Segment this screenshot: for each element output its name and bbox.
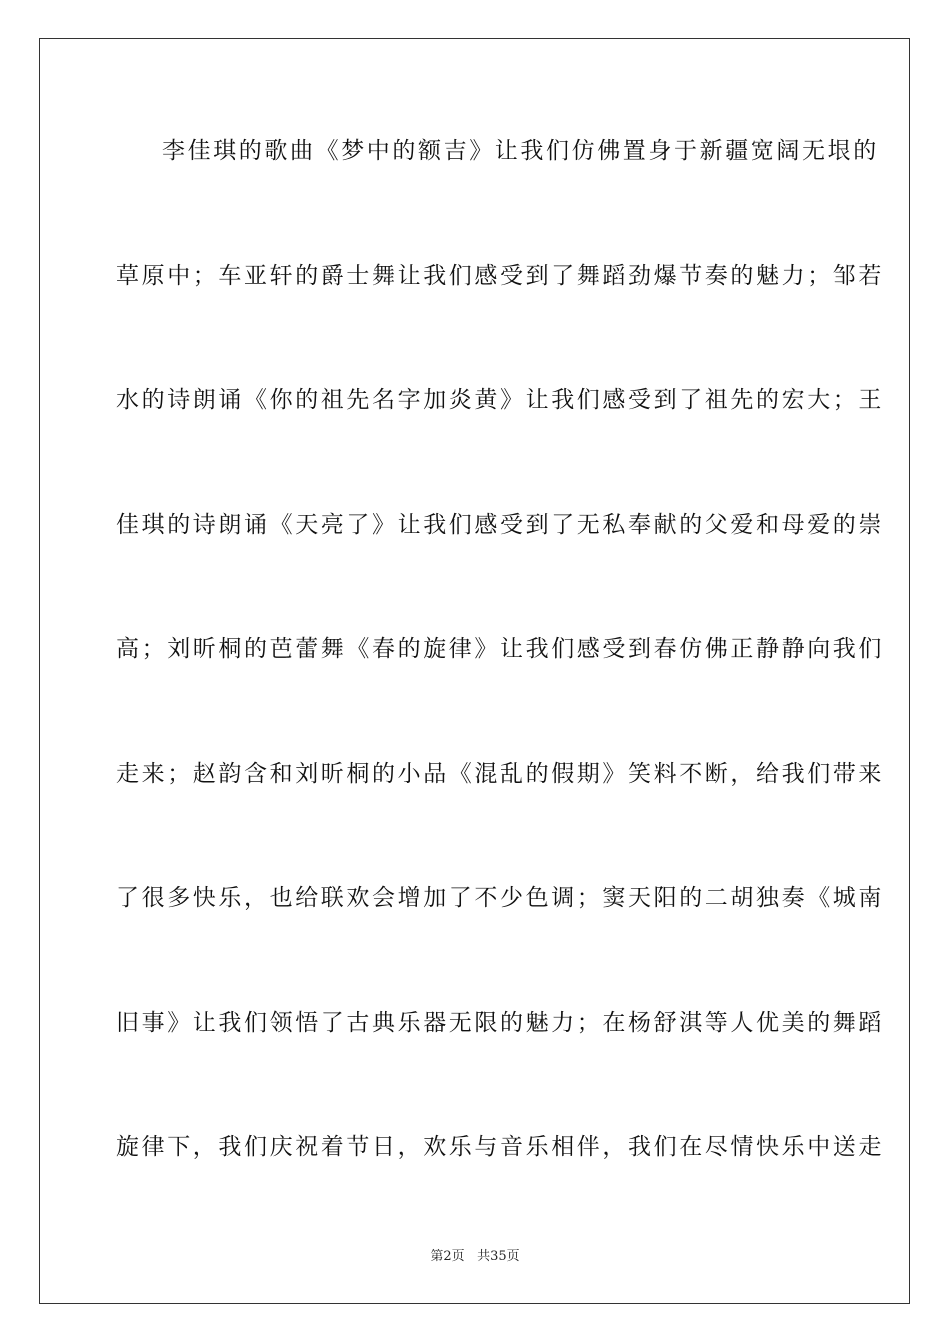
body-line-2: 草原中；车亚轩的爵士舞让我们感受到了舞蹈劲爆节奏的魅力；邹若 bbox=[116, 263, 884, 289]
body-line-7: 了很多快乐，也给联欢会增加了不少色调；窦天阳的二胡独奏《城南 bbox=[116, 885, 884, 911]
body-line-5: 高；刘昕桐的芭蕾舞《春的旋律》让我们感受到春仿佛正静静向我们 bbox=[116, 636, 884, 662]
page-total: 共35页 bbox=[477, 1249, 520, 1264]
body-line-9: 旋律下，我们庆祝着节日，欢乐与音乐相伴，我们在尽情快乐中送走 bbox=[116, 1134, 884, 1160]
page-border bbox=[39, 38, 910, 1304]
body-line-3: 水的诗朗诵《你的祖先名字加炎黄》让我们感受到了祖先的宏大；王 bbox=[116, 387, 884, 413]
page-number: 第2页 bbox=[430, 1249, 465, 1264]
body-line-4: 佳琪的诗朗诵《天亮了》让我们感受到了无私奉献的父爱和母爱的崇 bbox=[116, 512, 884, 538]
body-line-8: 旧事》让我们领悟了古典乐器无限的魅力；在杨舒淇等人优美的舞蹈 bbox=[116, 1010, 884, 1036]
body-line-1: 李佳琪的歌曲《梦中的额吉》让我们仿佛置身于新疆宽阔无垠的 bbox=[162, 138, 879, 164]
body-line-6: 走来；赵韵含和刘昕桐的小品《混乱的假期》笑料不断，给我们带来 bbox=[116, 761, 884, 787]
page-footer bbox=[0, 1249, 950, 1265]
